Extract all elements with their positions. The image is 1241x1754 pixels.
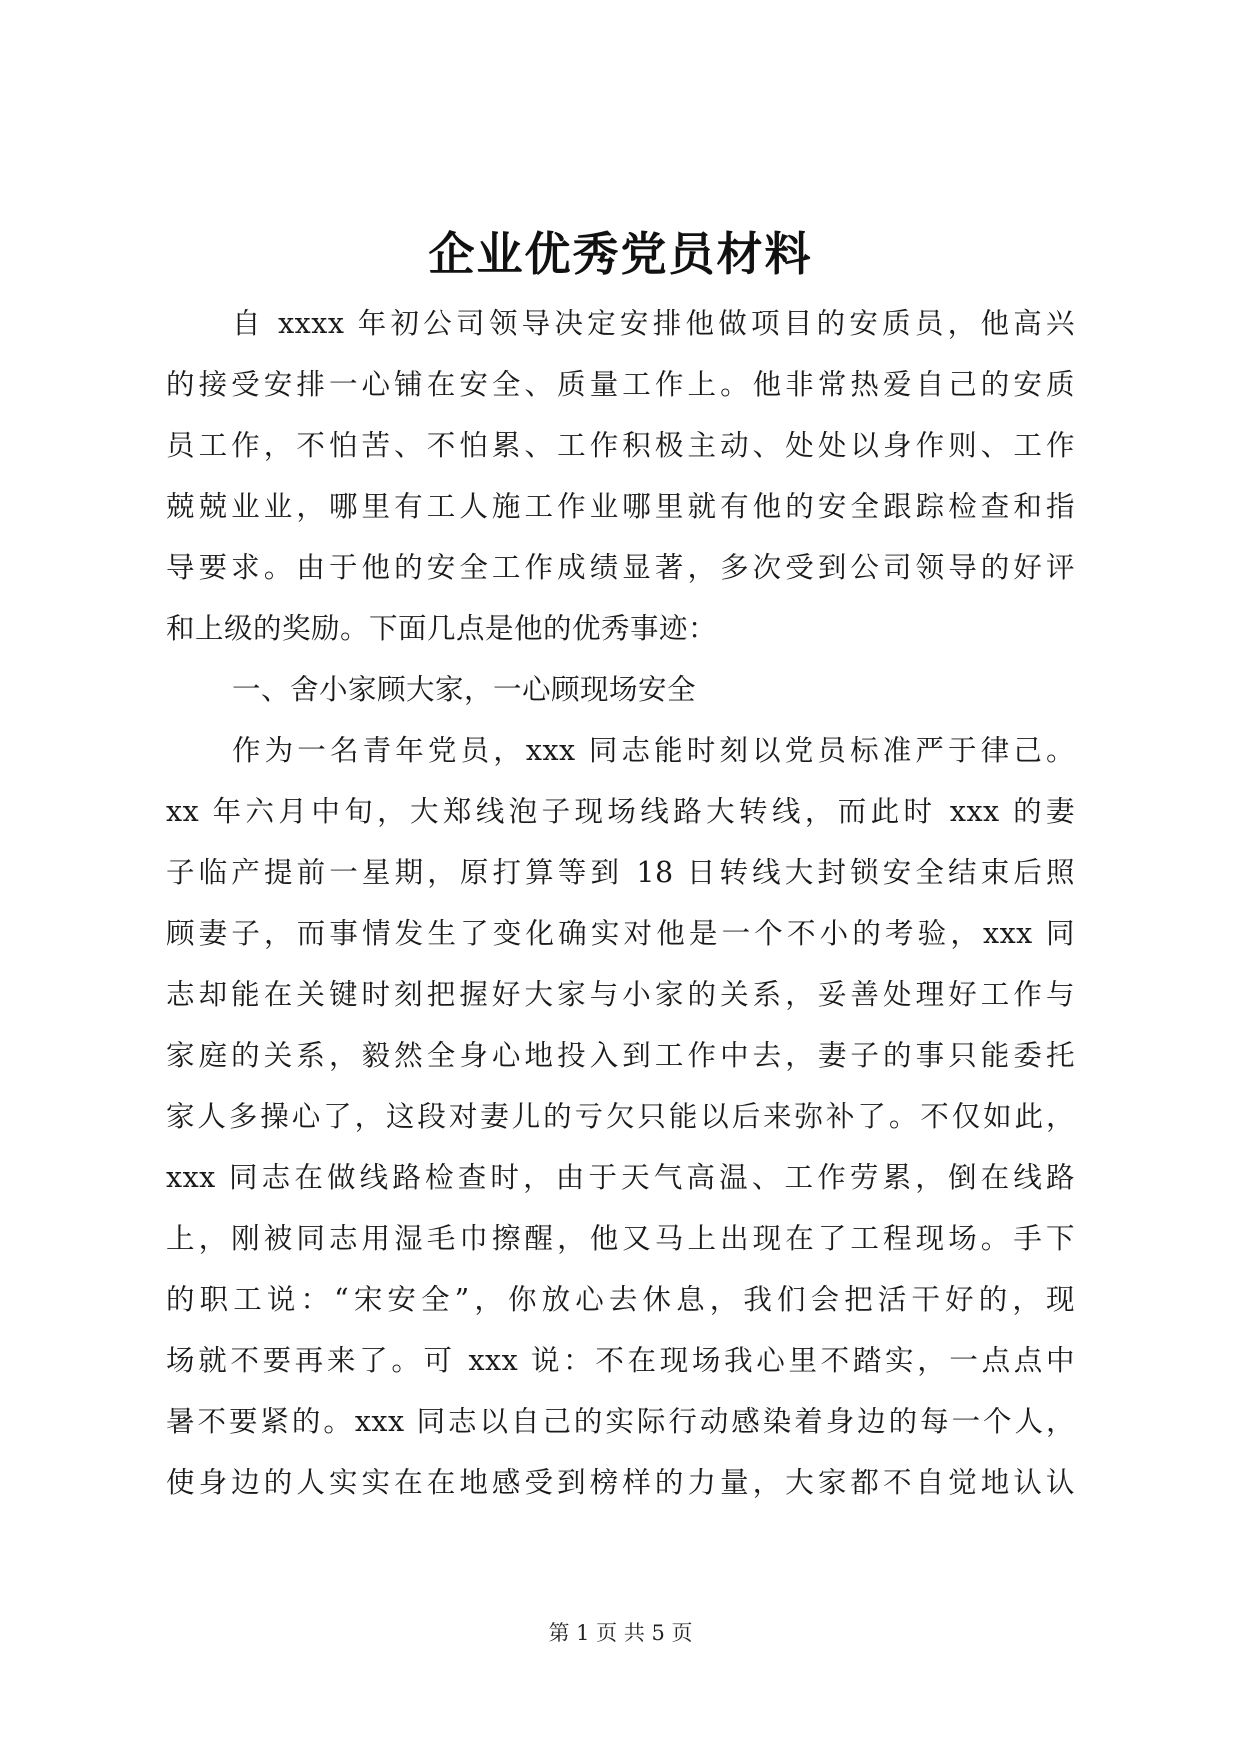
body-line: 兢兢业业，哪里有工人施工作业哪里就有他的安全跟踪检查和指 (166, 490, 1075, 523)
body-line: 自 xxxx 年初公司领导决定安排他做项目的安质员，他高兴 (232, 307, 1075, 340)
section-heading: 一、舍小家顾大家，一心顾现场安全 (232, 673, 697, 706)
body-line: 家庭的关系，毅然全身心地投入到工作中去，妻子的事只能委托 (166, 1039, 1075, 1072)
body-line: 作为一名青年党员，xxx 同志能时刻以党员标准严于律己。 (232, 734, 1075, 767)
body-line: 志却能在关键时刻把握好大家与小家的关系，妥善处理好工作与 (166, 978, 1075, 1011)
body-line: 的职工说：“宋安全”，你放心去休息，我们会把活干好的，现 (166, 1283, 1075, 1316)
body-line: 员工作，不怕苦、不怕累、工作积极主动、处处以身作则、工作 (166, 429, 1075, 462)
body-line: 导要求。由于他的安全工作成绩显著，多次受到公司领导的好评 (166, 551, 1075, 584)
body-line: 家人多操心了，这段对妻儿的亏欠只能以后来弥补了。不仅如此， (166, 1100, 1075, 1133)
body-line: 子临产提前一星期，原打算等到 18 日转线大封锁安全结束后照 (166, 856, 1075, 889)
body-line: 场就不要再来了。可 xxx 说：不在现场我心里不踏实，一点点中 (166, 1344, 1075, 1377)
body-line: 和上级的奖励。下面几点是他的优秀事迹： (166, 612, 718, 645)
body-line: xx 年六月中旬，大郑线泡子现场线路大转线，而此时 xxx 的妻 (166, 795, 1075, 828)
document-body (166, 293, 1075, 1513)
body-line: 的接受安排一心铺在安全、质量工作上。他非常热爱自己的安质 (166, 368, 1075, 401)
body-line: 顾妻子，而事情发生了变化确实对他是一个不小的考验，xxx 同 (166, 917, 1075, 950)
document-title: 企业优秀党员材料 (428, 227, 813, 281)
body-line: 使身边的人实实在在地感受到榜样的力量，大家都不自觉地认认 (166, 1466, 1075, 1499)
body-line: 上，刚被同志用湿毛巾擦醒，他又马上出现在了工程现场。手下 (166, 1222, 1075, 1255)
page-number: 第 1 页 共 5 页 (548, 1621, 693, 1645)
body-line: 暑不要紧的。xxx 同志以自己的实际行动感染着身边的每一个人， (166, 1405, 1075, 1438)
body-line: xxx 同志在做线路检查时，由于天气高温、工作劳累，倒在线路 (166, 1161, 1075, 1194)
